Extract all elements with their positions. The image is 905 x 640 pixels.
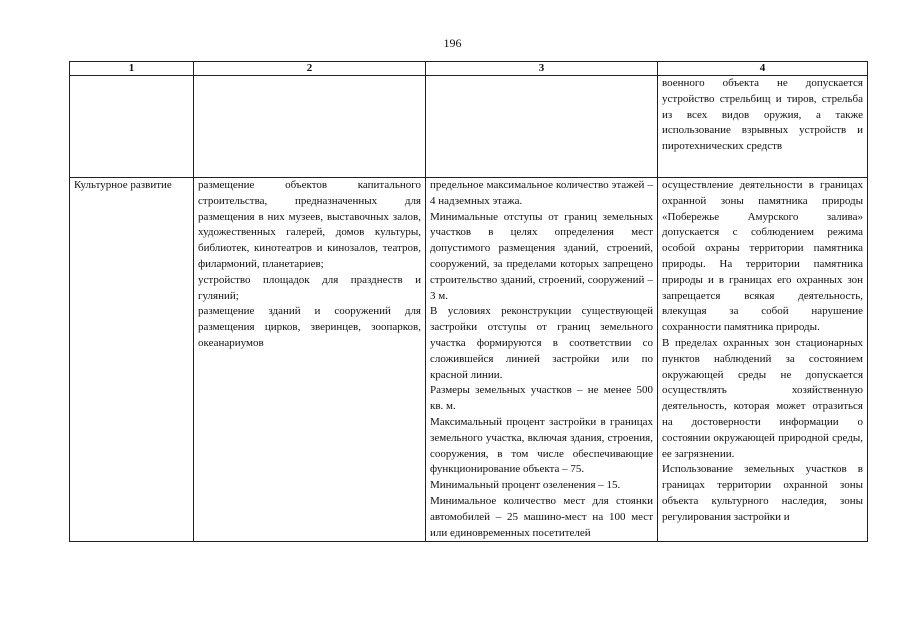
parameter-paragraph: Минимальный процент озеленения – 15.	[430, 479, 621, 492]
column-header-2: 2	[194, 62, 426, 76]
land-use-table	[69, 61, 868, 542]
parameter-paragraph: В условиях реконструкции существующей застройки отступы от границ земельного участка формируются в соответствии со сложившейся линией застройки или по красной линии.	[430, 305, 653, 381]
table-cell-use-type	[70, 178, 194, 542]
column-header-4: 4	[658, 62, 868, 76]
parameter-paragraph: предельное максимальное количество этажей – 4 надземных этажа.	[430, 179, 653, 207]
column-header-1: 1	[70, 62, 194, 76]
table-cell-empty	[426, 76, 658, 178]
parameter-paragraph: Минимальное количество мест для стоянки автомобилей – 25 машино-мест на 100 мест или единовременных посетителей	[430, 494, 653, 539]
table-cell-restrictions	[658, 178, 868, 542]
permitted-use-paragraph: размещение зданий и сооружений для размещения цирков, зверинцев, зоопарков, океанариумов	[198, 305, 421, 349]
permitted-use-paragraph: устройство площадок для празднеств и гуляний;	[198, 273, 421, 302]
restriction-paragraph: Использование земельных участков в границах территории охранной зоны объекта культурного наследия, зоны регулирования застройки и	[662, 463, 863, 523]
table-header-row	[70, 62, 868, 76]
parameter-paragraph: Размеры земельных участков – не менее 500 кв. м.	[430, 384, 653, 413]
parameter-paragraph: Минимальные отступы от границ земельных участков в целях определения мест допустимого размещения зданий, строений, сооружений, за пределами которых запрещено строительство зданий, строений, сооружений – 3 м.	[430, 210, 653, 302]
restriction-text: военного объекта не допускается устройство стрельбищ и тиров, стрельба из всех видов оружия, а также использование взрывных устройств и пиротехнических средств	[662, 77, 863, 153]
table-row-continuation	[70, 76, 868, 178]
restriction-paragraph: осуществление деятельности в границах охранной зоны памятника природы «Побережье Амурского залива» допускается с соблюдением режима особой охраны территории памятника природы. На территории памятника природы и в границах его охранных зон запрещается всякая деятельность, влекущая за собой нарушение сохранности памятника природы.	[662, 179, 863, 334]
permitted-use-paragraph: размещение объектов капитального строительства, предназначенных для размещения в них музеев, выставочных залов, художественных галерей, домов культуры, библиотек, кинотеатров и кинозалов, театров, филармоний, планетариев;	[198, 179, 421, 270]
page-number: 196	[443, 36, 462, 50]
table-cell-empty	[194, 76, 426, 178]
table-cell-permitted-uses	[194, 178, 426, 542]
table-cell-empty	[70, 76, 194, 178]
table-cell-parameters	[426, 178, 658, 542]
table-cell-restrictions-continued	[658, 76, 868, 178]
restriction-paragraph: В пределах охранных зон стационарных пунктов наблюдений за состоянием окружающей среды не допускается осуществлять хозяйственную деятельность, которая может отразиться на достоверности информации о состоянии окружающей природной среды, ее загрязнении.	[662, 336, 863, 460]
parameter-paragraph: Максимальный процент застройки в границах земельного участка, включая здания, строения, сооружения, в том числе обеспечивающие функционирование объекта – 75.	[430, 415, 653, 476]
table-row-cultural-development	[70, 178, 868, 542]
use-type-name: Культурное развитие	[74, 179, 172, 191]
column-header-3: 3	[426, 62, 658, 76]
